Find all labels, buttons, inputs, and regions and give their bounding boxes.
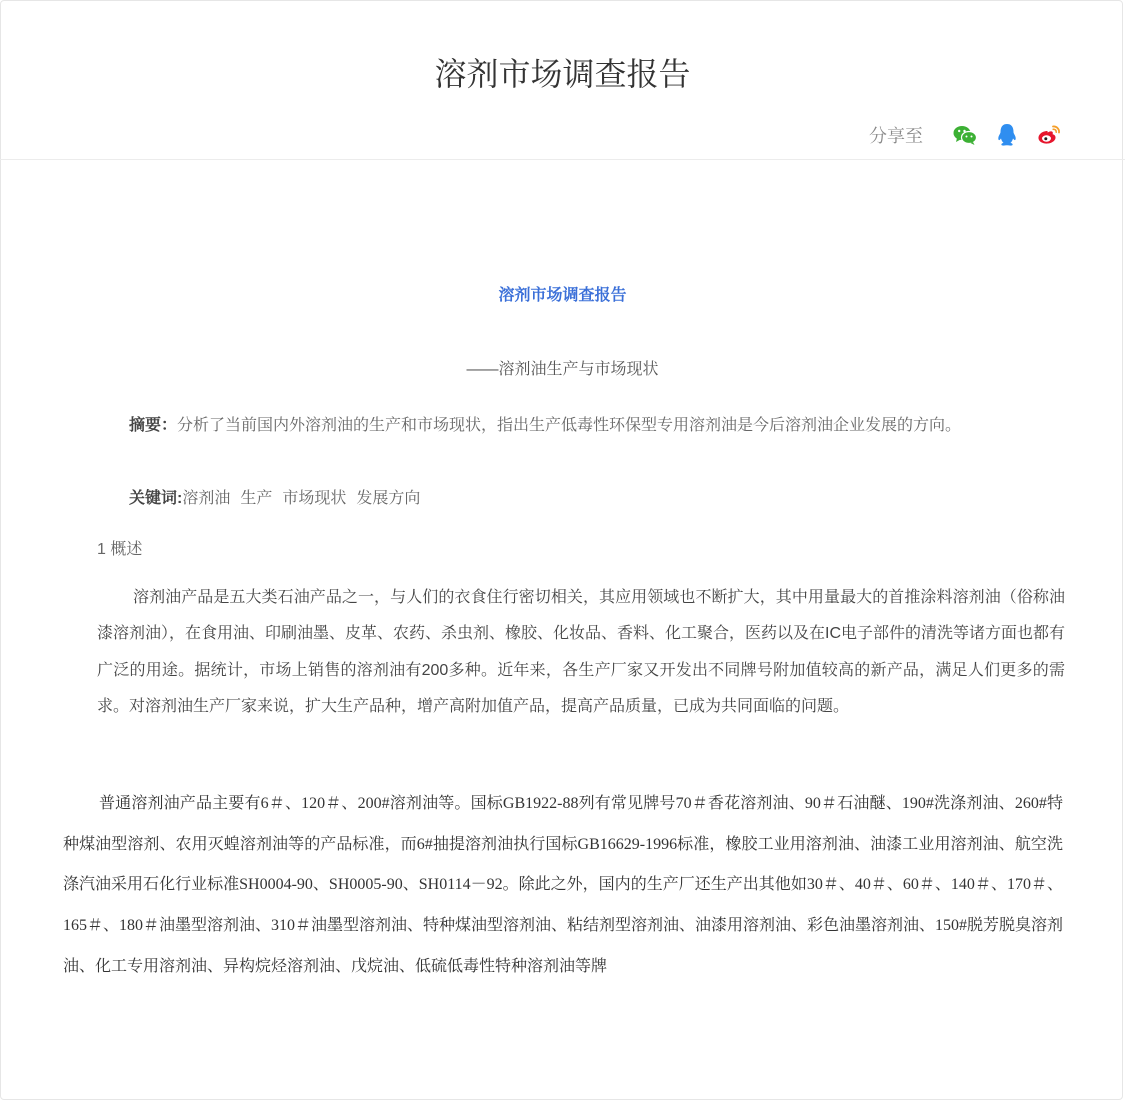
- keywords: [97, 481, 1037, 517]
- keyword: 溶剂油: [182, 490, 231, 507]
- page-header: [0, 0, 1125, 160]
- weibo-icon[interactable]: [1035, 121, 1063, 149]
- keyword: 发展方向: [356, 490, 421, 507]
- paragraph: 普通溶剂油产品主要有6＃、120＃、200#溶剂油等。国标GB1922-88列有常见牌号70＃香花溶剂油、90＃石油醚、190#洗涤剂油、260#特种煤油型溶剂、农用灭蝗溶剂油等的产品标准，而6#抽提溶剂油执行国标GB16629-1996标准，橡胶工业用溶剂油、油漆工业用溶剂油、航空洗涤汽油采用石化行业标准SH0004-90、SH0005-90、SH0114－92。除此之外，国内的生产厂还生产出其他如30＃、40＃、60＃、140＃、170＃、165＃、180＃油墨型溶剂油、310＃油墨型溶剂油、特种煤油型溶剂油、粘结剂型溶剂油、油漆用溶剂油、彩色油墨溶剂油、150#脱芳脱臭溶剂油、化工专用溶剂油、异构烷烃溶剂油、戊烷油、低硫低毒性特种溶剂油等牌: [63, 795, 1064, 975]
- article-subtitle: ——溶剂油生产与市场现状: [466, 361, 659, 378]
- paragraph: 溶剂油产品是五大类石油产品之一，与人们的衣食住行密切相关，其应用领域也不断扩大，其中用量最大的首推涂料溶剂油（俗称油漆溶剂油），在食用油、印刷油墨、皮革、农药、杀虫剂、橡胶、化妆品、香料、化工聚合，医药以及在IC电子部件的清洗等诸方面也都有广泛的用途。据统计，市场上销售的溶剂油有200多种。近年来，各生产厂家又开发出不同牌号附加值较高的新产品，满足人们更多的需求。对溶剂油生产厂家来说，扩大生产品种，增产高附加值产品，提高产品质量，已成为共同面临的问题。: [97, 589, 1066, 716]
- page-title: 溶剂市场调查报告: [434, 56, 691, 92]
- keyword: 市场现状: [282, 490, 347, 507]
- abstract: [97, 408, 1037, 444]
- wechat-icon[interactable]: [951, 121, 979, 149]
- article-title: 溶剂市场调查报告: [498, 287, 627, 304]
- abstract-label: 摘要：: [129, 417, 178, 434]
- keyword: 生产: [240, 490, 273, 507]
- share-bar: [869, 120, 1063, 150]
- keywords-label: 关键词:: [129, 490, 183, 507]
- abstract-text: 分析了当前国内外溶剂油的生产和市场现状，指出生产低毒性环保型专用溶剂油是今后溶剂油企业发展的方向。: [177, 417, 962, 434]
- qq-icon[interactable]: [993, 121, 1021, 149]
- section-heading: 1 概述: [97, 541, 143, 558]
- share-label: 分享至: [869, 126, 923, 146]
